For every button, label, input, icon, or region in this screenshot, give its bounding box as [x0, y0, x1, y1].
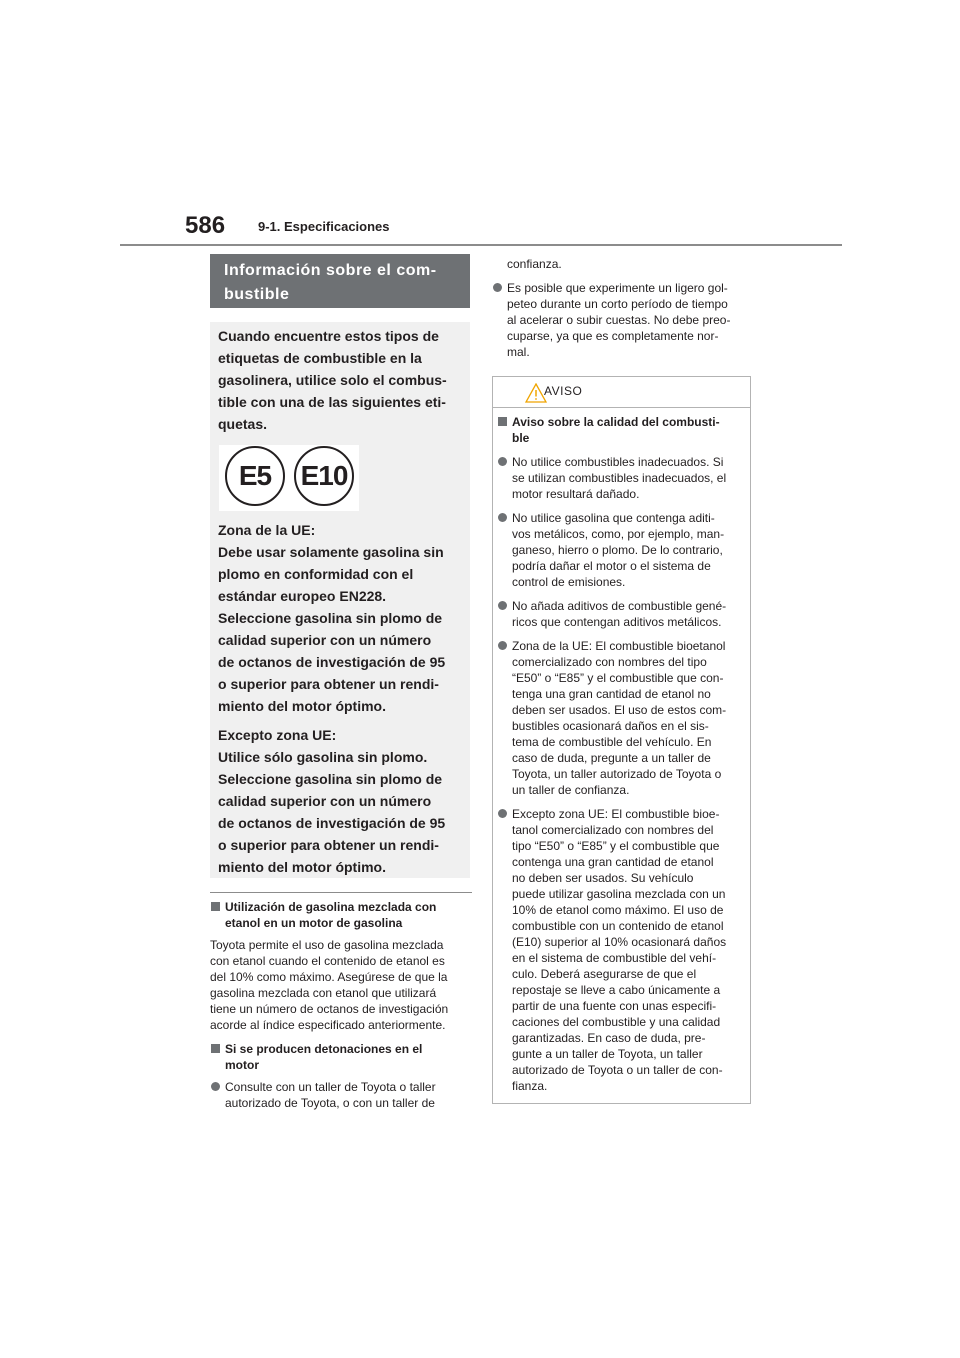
fuel-labels: [219, 445, 359, 511]
text-line: tenga una gran cantidad de etanol no: [512, 687, 711, 701]
fuel-intro-text: [218, 325, 462, 435]
text-line: o superior para obtener un rendi-: [218, 676, 439, 692]
text-line: No utilice combustibles inadecuados. Si: [512, 455, 724, 469]
warning-item: [497, 638, 742, 798]
text-line: Debe usar solamente gasolina sin: [218, 544, 444, 560]
text-line: estándar europeo EN228.: [218, 588, 387, 604]
text-line: de octanos de investigación de 95: [218, 815, 446, 831]
warning-header: [493, 377, 750, 408]
text-line: gasolina mezclada con etanol que utilizará: [210, 986, 437, 1000]
warning-heading: [497, 414, 742, 446]
text-line: repostaje se lleve a cabo únicamente a: [512, 983, 721, 997]
section-title-box: [210, 254, 470, 308]
section-title-line: Información sobre el com-: [224, 262, 437, 279]
text-line: tiene un número de octanos de investigación: [210, 1002, 449, 1016]
text-line: Utilización de gasolina mezclada con: [225, 900, 437, 914]
text-line: o superior para obtener un rendi-: [218, 837, 439, 853]
warning-item: [497, 806, 742, 1094]
text-line: Zona de la UE:: [218, 522, 316, 538]
text-line: mal.: [507, 345, 530, 359]
e5-fuel-label-icon: E5: [225, 446, 285, 506]
text-line: No añada aditivos de combustible gené-: [512, 599, 727, 613]
text-line: del 10% como máximo. Asegúrese de que la: [210, 970, 448, 984]
text-line: autorizado de Toyota o un taller de con-: [512, 1063, 723, 1077]
warning-item: [497, 510, 742, 590]
text-line: “E50” o “E85” y el combustible que con-: [512, 671, 724, 685]
warning-body: [493, 408, 750, 1094]
text-line: partir de una fuente con unas especifi-: [512, 999, 717, 1013]
text-line: (E10) superior al 10% ocasionará daños: [512, 935, 727, 949]
text-line: un taller de confianza.: [512, 783, 630, 797]
e10-fuel-label-icon: E10: [294, 446, 354, 506]
left-column: [210, 892, 472, 1111]
text-line: miento del motor óptimo.: [218, 859, 386, 875]
text-line: motor resultará dañado.: [512, 487, 640, 501]
text-line: culo. Deberá asegurarse de que el: [512, 967, 697, 981]
non-eu-zone-text: [218, 724, 462, 878]
text-line: Aviso sobre la calidad del combusti-: [512, 415, 720, 429]
text-line: vos metálicos, como, por ejemplo, man-: [512, 527, 725, 541]
text-line: 10% de etanol como máximo. El uso de: [512, 903, 724, 917]
header-divider: [120, 244, 842, 246]
text-line: deben ser usados. El uso de estos com-: [512, 703, 727, 717]
text-line: Es posible que experimente un ligero gol-: [507, 281, 728, 295]
text-line: calidad superior con un número: [218, 632, 432, 648]
text-line: Toyota, un taller autorizado de Toyota o: [512, 767, 722, 781]
text-line: tema de combustible del vehículo. En: [512, 735, 712, 749]
text-line: comercializado con nombres del tipo: [512, 655, 707, 669]
text-line: caciones del combustible y una calidad: [512, 1015, 721, 1029]
text-line: ble: [512, 431, 530, 445]
text-line: Excepto zona UE:: [218, 727, 337, 743]
text-line: fianza.: [512, 1079, 548, 1093]
text-line: podría dañar el motor o el sistema de: [512, 559, 711, 573]
text-line: Consulte con un taller de Toyota o taller: [225, 1080, 436, 1094]
text-line: caso de duda, pregunte a un taller de: [512, 751, 711, 765]
fuel-info-box: [210, 322, 470, 878]
knock-bullet-2: [492, 280, 754, 360]
text-line: cuparse, ya que es completamente nor-: [507, 329, 719, 343]
text-line: plomo en conformidad con el: [218, 566, 414, 582]
text-line: Utilice sólo gasolina sin plomo.: [218, 749, 428, 765]
section-divider: [210, 892, 472, 893]
eu-zone-text: [218, 519, 462, 717]
text-line: No utilice gasolina que contenga aditi-: [512, 511, 715, 525]
knock-bullet: [210, 1079, 472, 1111]
text-line: Zona de la UE: El combustible bioetanol: [512, 639, 726, 653]
page-header: [185, 212, 845, 246]
bullet-continuation: confianza.: [507, 257, 562, 271]
text-line: Cuando encuentre estos tipos de: [218, 328, 439, 344]
warning-title: AVISO: [544, 384, 583, 398]
text-line: combustible con un contenido de etanol: [512, 919, 724, 933]
text-line: Seleccione gasolina sin plomo de: [218, 610, 443, 626]
text-line: tible con una de las siguientes eti-: [218, 394, 446, 410]
text-line: miento del motor óptimo.: [218, 698, 386, 714]
text-line: en el sistema de combustible del vehí-: [512, 951, 717, 965]
text-line: contenga una gran cantidad de etanol: [512, 855, 714, 869]
text-line: con etanol cuando el contenido de etanol es: [210, 954, 445, 968]
text-line: calidad superior con un número: [218, 793, 432, 809]
right-column: [492, 256, 754, 360]
text-line: no deben ser usados. Su vehículo: [512, 871, 694, 885]
text-line: etiquetas de combustible en la: [218, 350, 422, 366]
knock-heading: [210, 1041, 472, 1073]
text-line: control de emisiones.: [512, 575, 626, 589]
text-line: etanol en un motor de gasolina: [225, 916, 403, 930]
text-line: puede utilizar gasolina mezclada con un: [512, 887, 726, 901]
text-line: bustibles ocasionará daños en el sis-: [512, 719, 709, 733]
text-line: de octanos de investigación de 95: [218, 654, 446, 670]
text-line: Excepto zona UE: El combustible bioe-: [512, 807, 720, 821]
section-title-line: bustible: [224, 286, 290, 303]
text-line: Si se producen detonaciones en el: [225, 1042, 423, 1056]
text-line: tipo “E50” o “E85” y el combustible que: [512, 839, 720, 853]
text-line: ricos que contengan aditivos metálicos.: [512, 615, 722, 629]
ethanol-paragraph: [210, 937, 472, 1033]
text-line: se utilizan combustibles inadecuados, el: [512, 471, 727, 485]
text-line: motor: [225, 1058, 259, 1072]
text-line: Toyota permite el uso de gasolina mezclada: [210, 938, 444, 952]
text-line: al acelerar o subir cuestas. No debe preo-: [507, 313, 731, 327]
text-line: autorizado de Toyota, o con un taller de: [225, 1096, 435, 1110]
warning-item: [497, 598, 742, 630]
warning-box: [492, 376, 751, 1104]
text-line: gunte a un taller de Toyota, un taller: [512, 1047, 703, 1061]
section-label: 9-1. Especificaciones: [258, 219, 390, 234]
text-line: quetas.: [218, 416, 268, 432]
page-number: 586: [185, 212, 226, 239]
warning-items: [497, 454, 742, 1094]
text-line: tanol comercializado con nombres del: [512, 823, 714, 837]
text-line: garantizadas. En caso de duda, pre-: [512, 1031, 706, 1045]
text-line: gasolinera, utilice solo el combus-: [218, 372, 447, 388]
text-line: acorde al índice especificado anteriormente.: [210, 1018, 446, 1032]
text-line: Seleccione gasolina sin plomo de: [218, 771, 443, 787]
text-line: peteo durante un corto período de tiempo: [507, 297, 728, 311]
text-line: ganeso, hierro o plomo. De lo contrario,: [512, 543, 723, 557]
ethanol-heading: [210, 899, 472, 931]
warning-item: [497, 454, 742, 502]
